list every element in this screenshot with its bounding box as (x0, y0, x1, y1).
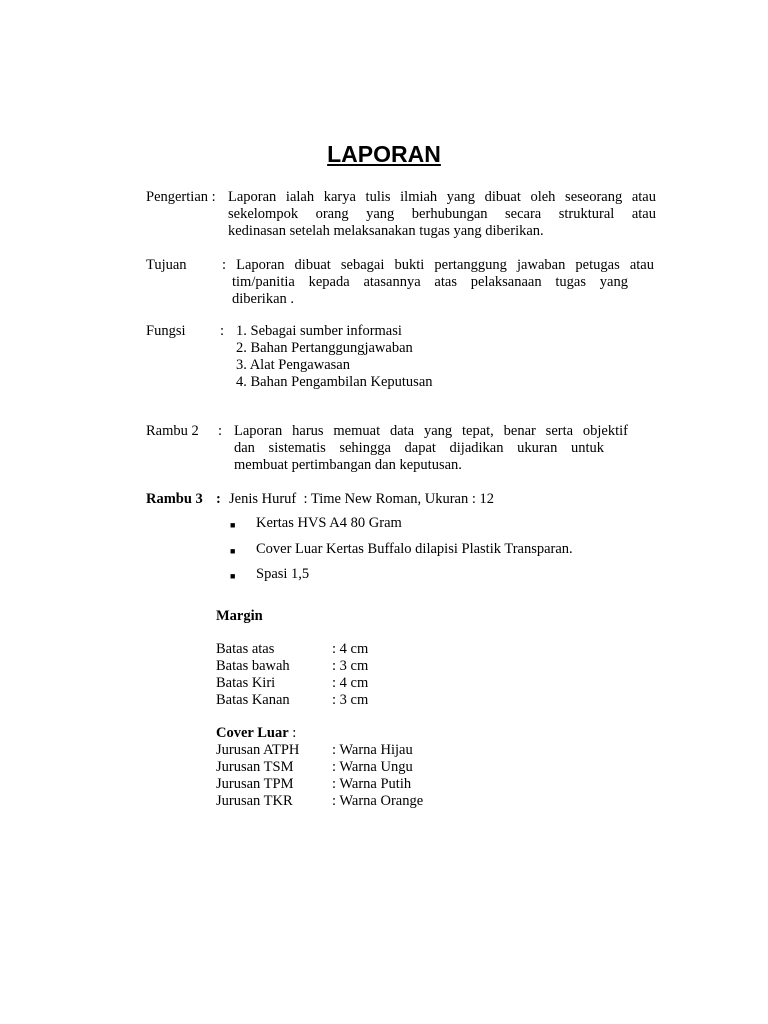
pengertian-label: Pengertian : (146, 189, 216, 205)
margin-row-3-value: : 4 cm (332, 675, 369, 691)
fungsi-item-4: 4. Bahan Pengambilan Keputusan (236, 374, 433, 390)
rambu3-font-spec: Jenis Huruf : Time New Roman, Ukuran : 12 (229, 491, 495, 507)
margin-heading: Margin (216, 608, 263, 624)
tujuan-label: Tujuan (146, 257, 187, 273)
margin-row-4-label: Batas Kanan (216, 692, 290, 708)
fungsi-label: Fungsi (146, 323, 186, 339)
cover-heading-text: Cover Luar (216, 725, 289, 741)
margin-row-2-label: Batas bawah (216, 658, 290, 674)
rambu3-bullet-2-text: Cover Luar Kertas Buffalo dilapisi Plastik Transparan. (256, 541, 573, 557)
rambu3-bullet-1-text: Kertas HVS A4 80 Gram (256, 515, 402, 531)
fungsi-item-3: 3. Alat Pengawasan (236, 357, 350, 373)
square-bullet-icon: ■ (230, 571, 236, 581)
cover-row-4-label: Jurusan TKR (216, 793, 293, 809)
rambu3-label: Rambu 3 (146, 491, 203, 507)
cover-row-2-value: : Warna Ungu (332, 759, 413, 775)
rambu3-colon: : (216, 491, 221, 507)
fungsi-item-1: 1. Sebagai sumber informasi (236, 323, 402, 339)
document-title: LAPORAN (327, 141, 441, 167)
cover-heading (216, 725, 296, 742)
rambu2-line-2: dan sistematis sehingga dapat dijadikan ukuran untuk (234, 440, 604, 456)
rambu2-line-3: membuat pertimbangan dan keputusan. (234, 457, 462, 473)
tujuan-line-1: : Laporan dibuat sebagai bukti pertanggung jawaban petugas atau (222, 257, 654, 273)
margin-row-2-value: : 3 cm (332, 658, 369, 674)
rambu2-label: Rambu 2 (146, 423, 199, 439)
cover-row-2-label: Jurusan TSM (216, 759, 294, 775)
cover-row-3-value: : Warna Putih (332, 776, 412, 792)
cover-row-3-label: Jurusan TPM (216, 776, 294, 792)
margin-row-4-value: : 3 cm (332, 692, 369, 708)
pengertian-line-1: Laporan ialah karya tulis ilmiah yang dibuat oleh seseorang atau (228, 189, 656, 205)
cover-heading-colon: : (288, 725, 297, 741)
rambu2-line-1: Laporan harus memuat data yang tepat, benar serta objektif (234, 423, 628, 439)
fungsi-item-2: 2. Bahan Pertanggungjawaban (236, 340, 413, 356)
pengertian-line-2: sekelompok orang yang berhubungan secara struktural atau (228, 206, 656, 222)
pengertian-line-3: kedinasan setelah melaksanakan tugas yang diberikan. (228, 223, 544, 239)
rambu3-bullet-3-text: Spasi 1,5 (256, 566, 310, 582)
cover-row-1-label: Jurusan ATPH (216, 742, 300, 758)
margin-row-1-label: Batas atas (216, 641, 275, 657)
square-bullet-icon: ■ (230, 520, 236, 530)
cover-row-4-value: : Warna Orange (332, 793, 424, 809)
margin-row-1-value: : 4 cm (332, 641, 369, 657)
fungsi-colon: : (220, 323, 225, 339)
tujuan-line-3: diberikan . (232, 291, 295, 307)
square-bullet-icon: ■ (230, 546, 236, 556)
margin-row-3-label: Batas Kiri (216, 675, 276, 691)
tujuan-line-2: tim/panitia kepada atasannya atas pelaksanaan tugas yang (232, 274, 628, 290)
cover-row-1-value: : Warna Hijau (332, 742, 413, 758)
rambu2-colon: : (218, 423, 223, 439)
